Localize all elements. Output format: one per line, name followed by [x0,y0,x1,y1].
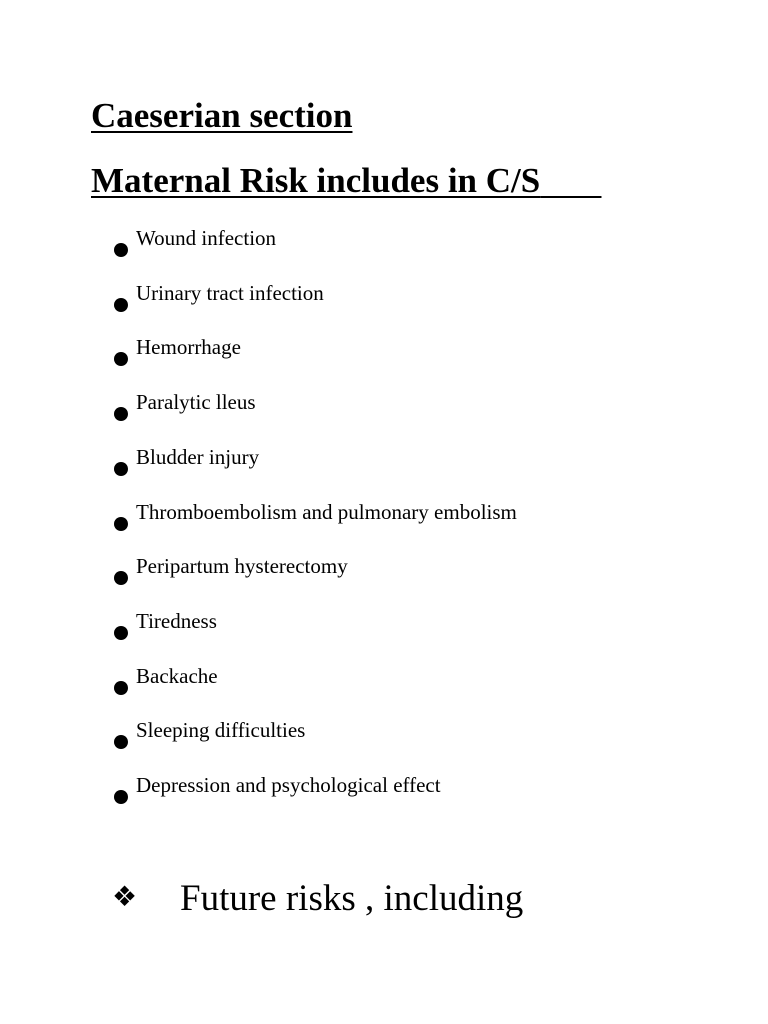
diamond-bullet-icon: ❖ [112,882,138,913]
list-item [112,335,712,365]
list-item-text: Thromboembolism and pulmonary embolism [136,499,517,524]
list-item [112,226,712,256]
bullet-icon [114,462,128,476]
bullet-icon [114,243,128,257]
list-item [112,664,712,694]
document-title: Caeserian section [91,96,353,135]
list-item [112,500,712,530]
bullet-icon [114,571,128,585]
bullet-icon [114,352,128,366]
list-item [112,718,712,748]
list-item-text: Paralytic lleus [136,390,256,415]
section-heading [91,161,601,201]
bullet-icon [114,735,128,749]
heading-underline-padding [540,161,601,200]
bullet-icon [114,298,128,312]
bullet-icon [114,407,128,421]
list-item-text: Backache [136,663,218,688]
list-item-text: Bludder injury [136,444,260,469]
future-risks-heading [112,876,523,921]
list-item-text: Urinary tract infection [136,280,324,305]
list-item-text: Wound infection [136,226,277,250]
future-risks-text: Future risks , including [180,878,524,919]
list-item-text: Peripartum hysterectomy [136,554,348,579]
list-item [112,773,712,803]
list-item-text: Tiredness [136,608,217,633]
list-item-text: Depression and psychological effect [136,773,441,797]
bullet-icon [114,790,128,804]
list-item [112,554,712,584]
section-heading-text: Maternal Risk includes in C/S [91,161,541,200]
list-item-text: Hemorrhage [136,335,241,360]
bullet-icon [114,517,128,531]
list-item [112,281,712,311]
list-item [112,445,712,475]
bullet-icon [114,681,128,695]
list-item-text: Sleeping difficulties [136,718,306,743]
list-item [112,609,712,639]
bullet-icon [114,626,128,640]
list-item [112,390,712,420]
